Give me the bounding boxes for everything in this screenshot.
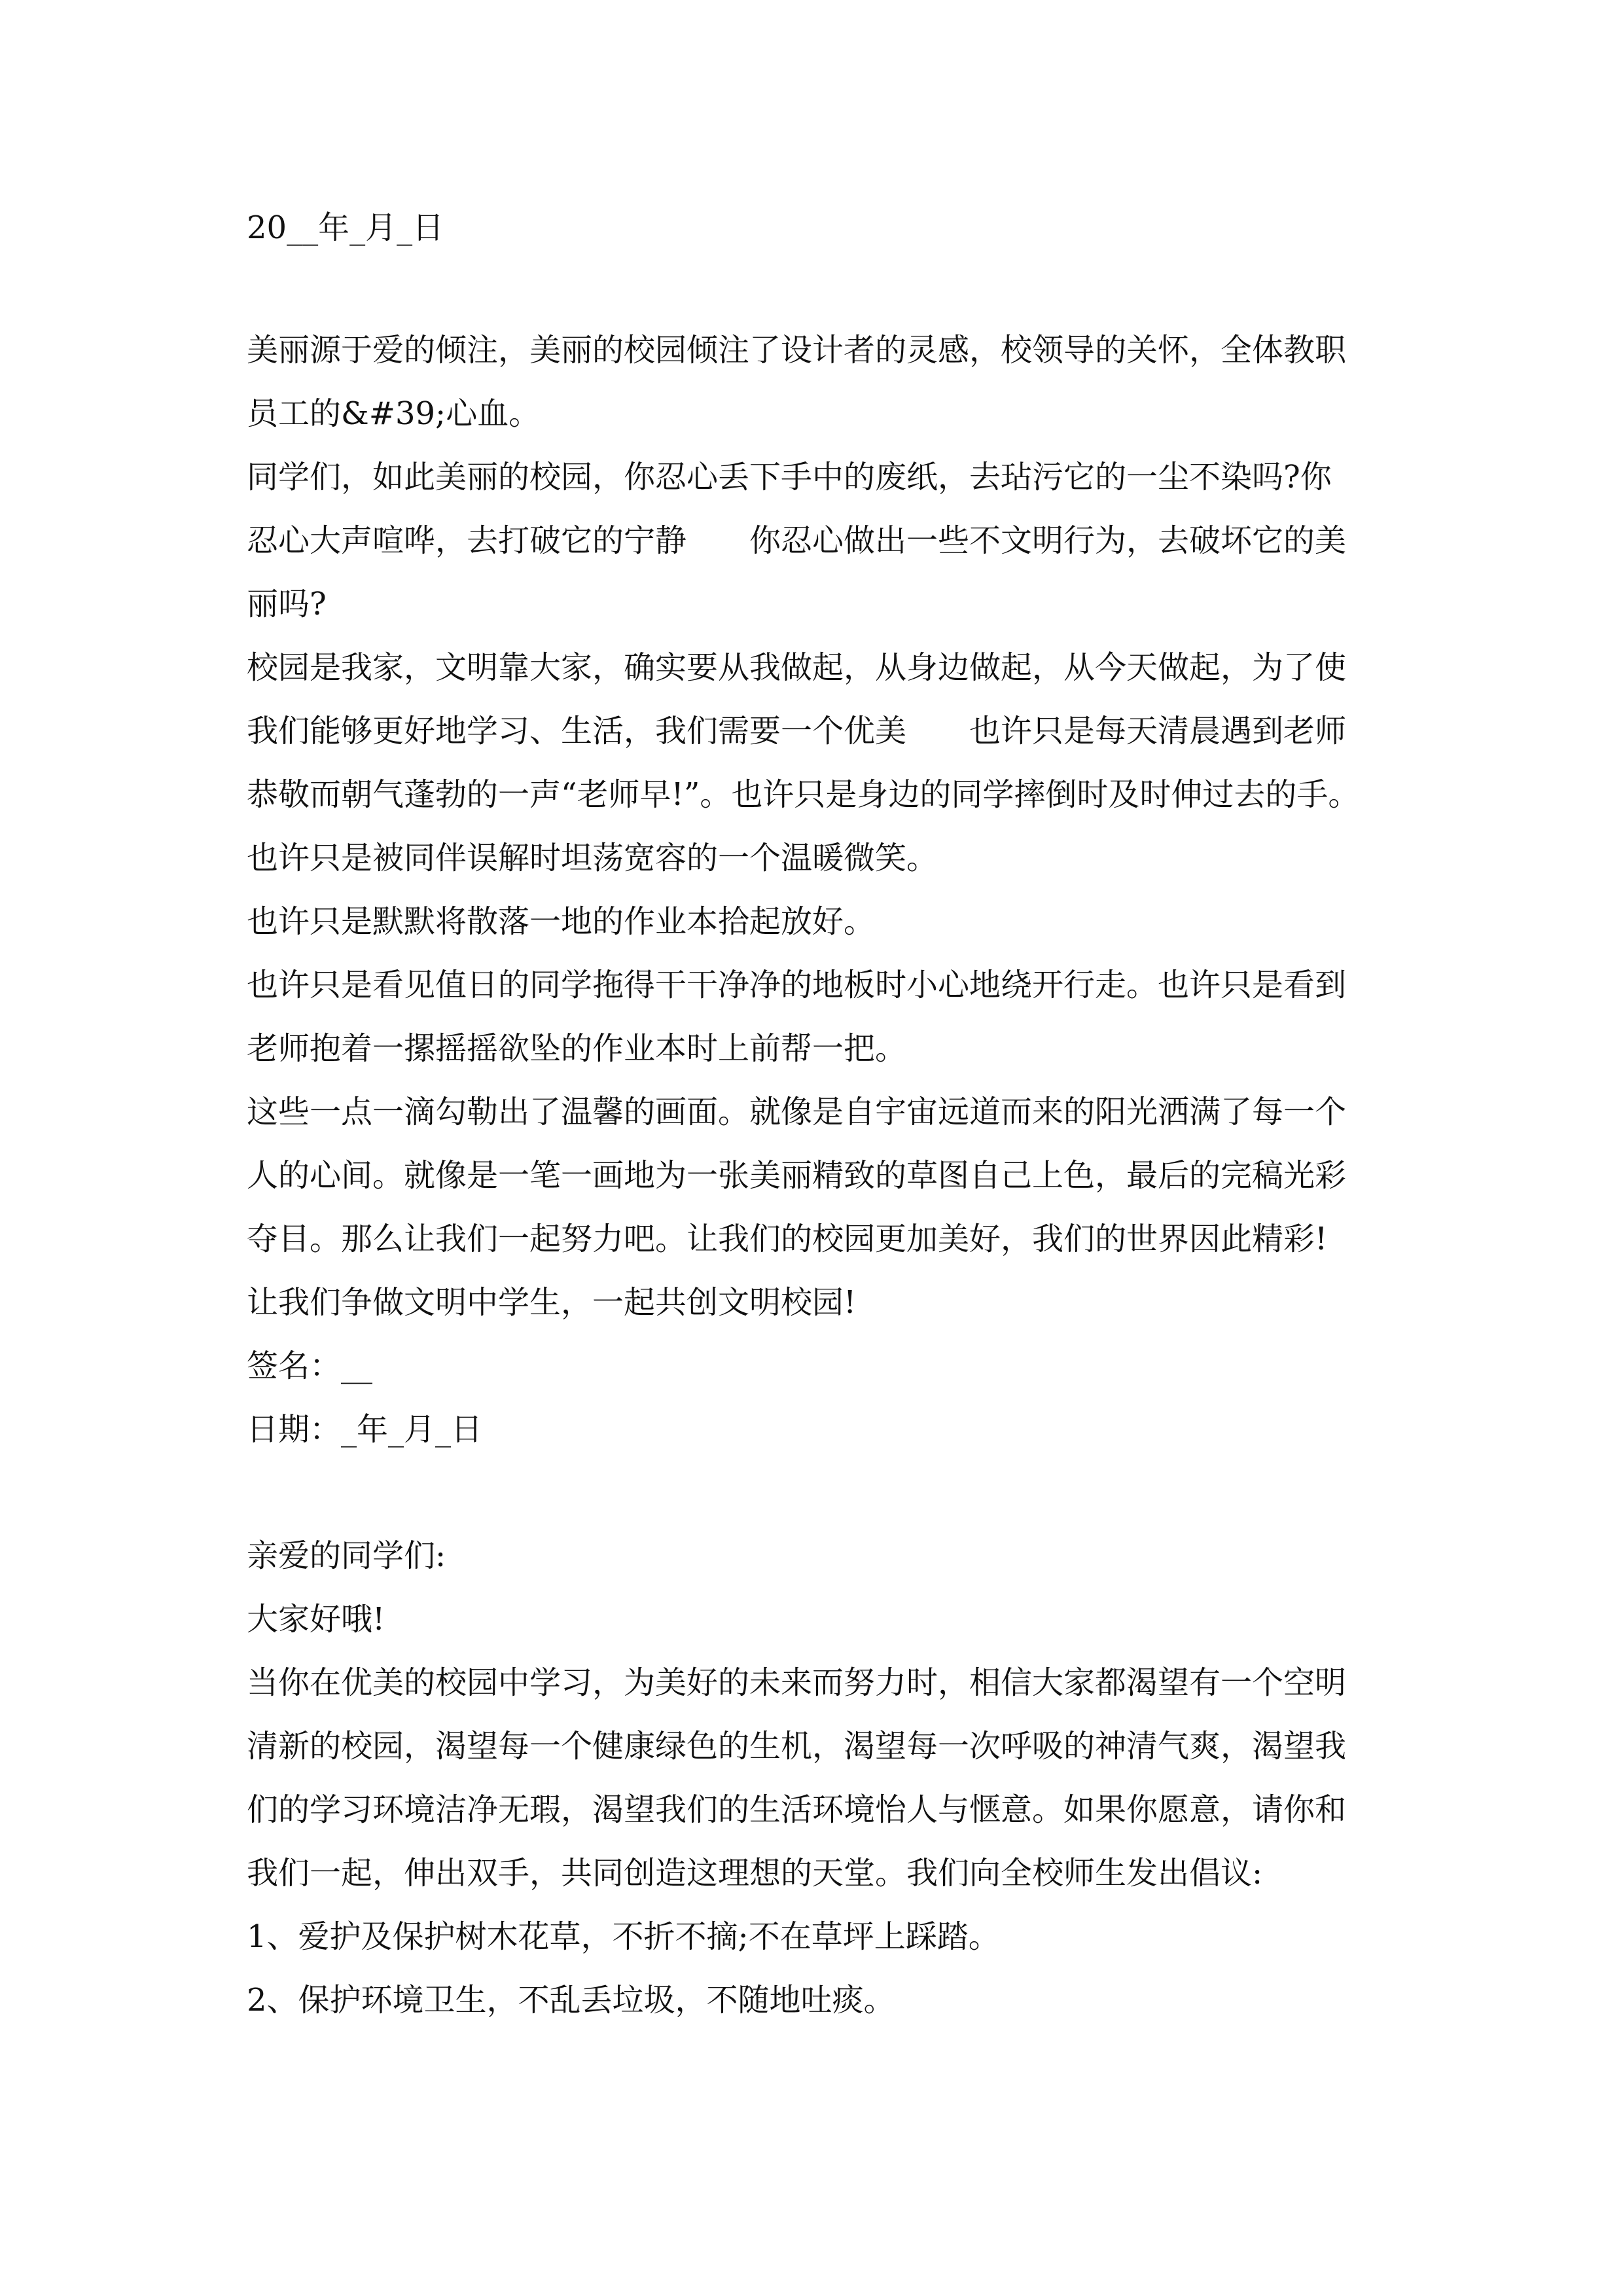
salutation: 亲爱的同学们:	[247, 1537, 446, 1574]
text-line: 这些一点一滴勾勒出了温馨的画面。就像是自宇宙远道而来的阳光洒满了每一个	[247, 1094, 1347, 1130]
text-line: 也许只是默默将散落一地的作业本拾起放好。	[247, 903, 876, 940]
text-line: 恭敬而朝气蓬勃的一声“老师早!”。也许只是身边的同学摔倒时及时伸过去的手。	[247, 776, 1360, 813]
text-line: 美丽源于爱的倾注，美丽的校园倾注了设计者的灵感，校领导的关怀，全体教职	[247, 332, 1347, 368]
text-line: 们的学习环境洁净无瑕，渴望我们的生活环境怡人与惬意。如果你愿意，请你和	[247, 1791, 1347, 1828]
list-item: 1、爱护及保护树木花草，不折不摘;不在草坪上踩踏。	[247, 1918, 1000, 1955]
section-environment-proposal	[247, 1524, 1385, 2032]
text-line: 当你在优美的校园中学习，为美好的未来而努力时，相信大家都渴望有一个空明	[247, 1664, 1347, 1701]
greeting: 大家好哦!	[247, 1601, 385, 1638]
text-line: 同学们，如此美丽的校园，你忍心丢下手中的废纸，去玷污它的一尘不染吗?你	[247, 459, 1332, 495]
document-body	[247, 196, 1385, 2032]
text-line: 老师抱着一摞摇摇欲坠的作业本时上前帮一把。	[247, 1030, 907, 1067]
text-line: 人的心间。就像是一笔一画地为一张美丽精致的草图自己上色，最后的完稿光彩	[247, 1157, 1347, 1194]
text-line: 忍心大声喧哗，去打破它的宁静 你忍心做出一些不文明行为，去破坏它的美	[247, 522, 1347, 559]
text-line: 我们能够更好地学习、生活，我们需要一个优美 也许只是每天清晨遇到老师	[247, 713, 1347, 749]
text-line: 丽吗?	[247, 586, 327, 622]
signature-line: 签名：__	[247, 1348, 373, 1384]
list-item: 2、保护环境卫生，不乱丢垃圾，不随地吐痰。	[247, 1982, 895, 2018]
text-line: 清新的校园，渴望每一个健康绿色的生机，渴望每一次呼吸的神清气爽，渴望我	[247, 1728, 1347, 1765]
text-line: 员工的&#39;心血。	[247, 395, 541, 432]
text-line: 让我们争做文明中学生，一起共创文明校园!	[247, 1284, 857, 1321]
text-line: 也许只是看见值日的同学拖得干干净净的地板时小心地绕开行走。也许只是看到	[247, 967, 1347, 1003]
section-campus-proposal	[247, 319, 1385, 1462]
header-date: 20__年_月_日	[247, 209, 444, 246]
text-line: 夺目。那么让我们一起努力吧。让我们的校园更加美好，我们的世界因此精彩!	[247, 1221, 1328, 1257]
text-line: 也许只是被同伴误解时坦荡宽容的一个温暖微笑。	[247, 840, 938, 876]
text-line: 校园是我家，文明靠大家，确实要从我做起，从身边做起，从今天做起，为了使	[247, 649, 1347, 686]
date-line: 日期：_年_月_日	[247, 1411, 483, 1448]
paragraph-gap	[247, 1462, 1385, 1524]
paragraph-gap	[247, 260, 1385, 319]
text-line: 我们一起，伸出双手，共同创造这理想的天堂。我们向全校师生发出倡议:	[247, 1855, 1263, 1892]
